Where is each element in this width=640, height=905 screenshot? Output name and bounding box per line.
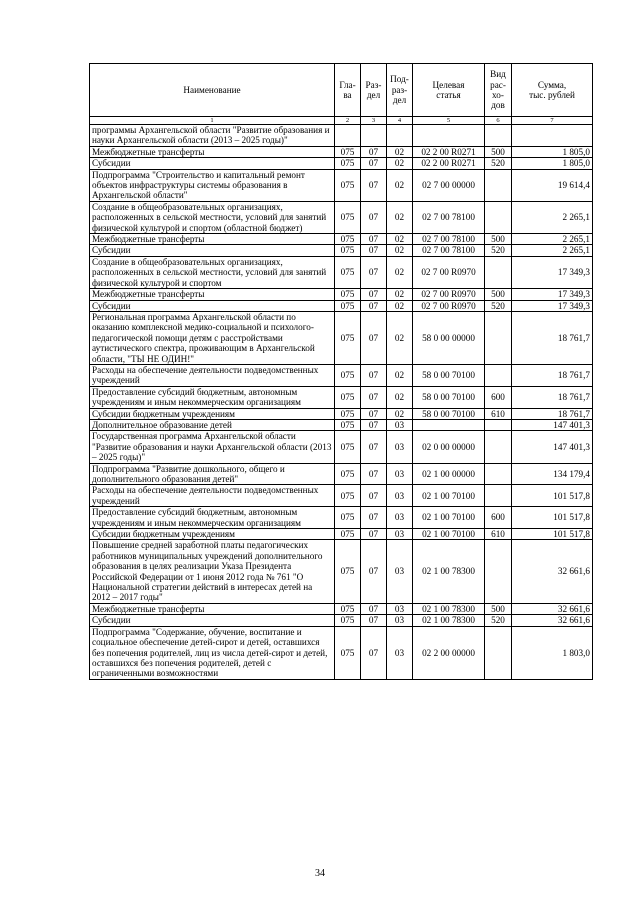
cell-celevaya-statya: 02 2 00 00000 (413, 626, 485, 679)
header-celevaya-statya: Целевая статья (413, 64, 485, 117)
budget-table-sheet (89, 63, 592, 680)
cell-glava: 075 (335, 256, 361, 288)
cell-vid-raskhodov: 520 (485, 158, 512, 169)
cell-vid-raskhodov: 610 (485, 529, 512, 540)
column-number: 2 (335, 117, 361, 125)
table-row (90, 463, 593, 485)
cell-podrazdel: 02 (387, 311, 413, 364)
cell-podrazdel: 03 (387, 603, 413, 614)
cell-vid-raskhodov (485, 626, 512, 679)
table-row (90, 311, 593, 364)
cell-podrazdel: 02 (387, 146, 413, 157)
cell-vid-raskhodov (485, 364, 512, 386)
cell-podrazdel: 03 (387, 626, 413, 679)
header-summa: Сумма, тыс. рублей (512, 64, 593, 117)
cell-celevaya-statya: 02 7 00 R0970 (413, 300, 485, 311)
table-row (90, 408, 593, 419)
cell-name: Государственная программа Архангельской области "Развитие образования и науки Архангельской области (2013 – 2025 годы)" (90, 431, 335, 463)
cell-vid-raskhodov (485, 311, 512, 364)
cell-celevaya-statya: 02 1 00 70100 (413, 529, 485, 540)
cell-podrazdel: 03 (387, 463, 413, 485)
cell-razdel: 07 (361, 485, 387, 507)
cell-celevaya-statya: 02 1 00 78300 (413, 540, 485, 603)
table-row (90, 125, 593, 147)
cell-vid-raskhodov: 520 (485, 615, 512, 626)
cell-glava: 075 (335, 507, 361, 529)
cell-razdel: 07 (361, 289, 387, 300)
cell-celevaya-statya: 02 1 00 78300 (413, 603, 485, 614)
cell-podrazdel: 03 (387, 615, 413, 626)
cell-glava: 075 (335, 529, 361, 540)
cell-glava: 075 (335, 626, 361, 679)
cell-razdel: 07 (361, 419, 387, 430)
column-number-row (90, 117, 593, 125)
cell-celevaya-statya: 02 0 00 00000 (413, 431, 485, 463)
cell-summa: 18 761,7 (512, 311, 593, 364)
page-number: 34 (315, 868, 325, 879)
cell-summa: 17 349,3 (512, 300, 593, 311)
cell-summa: 2 265,1 (512, 234, 593, 245)
cell-vid-raskhodov (485, 419, 512, 430)
cell-celevaya-statya: 02 1 00 70100 (413, 485, 485, 507)
column-number: 5 (413, 117, 485, 125)
cell-name: Расходы на обеспечение деятельности подведомственных учреждений (90, 364, 335, 386)
cell-glava: 075 (335, 158, 361, 169)
cell-podrazdel: 03 (387, 485, 413, 507)
cell-name: Предоставление субсидий бюджетным, автономным учреждениям и иным некоммерческим организациям (90, 507, 335, 529)
cell-razdel: 07 (361, 256, 387, 288)
cell-vid-raskhodov (485, 463, 512, 485)
cell-vid-raskhodov: 520 (485, 245, 512, 256)
cell-summa: 17 349,3 (512, 289, 593, 300)
cell-name: Субсидии бюджетным учреждениям (90, 529, 335, 540)
cell-vid-raskhodov (485, 201, 512, 233)
cell-name: Субсидии бюджетным учреждениям (90, 408, 335, 419)
cell-razdel: 07 (361, 431, 387, 463)
header-name: Наименование (90, 64, 335, 117)
cell-summa (512, 125, 593, 147)
cell-name: Межбюджетные трансферты (90, 603, 335, 614)
cell-podrazdel: 02 (387, 201, 413, 233)
cell-razdel (361, 125, 387, 147)
cell-glava: 075 (335, 615, 361, 626)
cell-name: Предоставление субсидий бюджетным, автономным учреждениям и иным некоммерческим организациям (90, 386, 335, 408)
cell-summa: 2 265,1 (512, 201, 593, 233)
cell-celevaya-statya: 02 7 00 78100 (413, 245, 485, 256)
table-row (90, 234, 593, 245)
cell-razdel: 07 (361, 540, 387, 603)
cell-podrazdel: 02 (387, 256, 413, 288)
cell-glava: 075 (335, 169, 361, 201)
cell-celevaya-statya (413, 125, 485, 147)
table-row (90, 419, 593, 430)
cell-vid-raskhodov (485, 540, 512, 603)
cell-podrazdel: 02 (387, 169, 413, 201)
cell-celevaya-statya: 58 0 00 70100 (413, 408, 485, 419)
table-row (90, 485, 593, 507)
cell-name: Подпрограмма "Развитие дошкольного, общего и дополнительного образования детей" (90, 463, 335, 485)
cell-celevaya-statya: 58 0 00 00000 (413, 311, 485, 364)
column-number: 3 (361, 117, 387, 125)
column-number: 4 (387, 117, 413, 125)
cell-podrazdel: 02 (387, 158, 413, 169)
cell-razdel: 07 (361, 408, 387, 419)
column-number: 7 (512, 117, 593, 125)
cell-glava: 075 (335, 485, 361, 507)
cell-razdel: 07 (361, 158, 387, 169)
table-row (90, 158, 593, 169)
cell-summa: 32 661,6 (512, 540, 593, 603)
cell-razdel: 07 (361, 386, 387, 408)
cell-glava: 075 (335, 386, 361, 408)
table-row (90, 289, 593, 300)
cell-podrazdel: 02 (387, 300, 413, 311)
cell-glava: 075 (335, 234, 361, 245)
cell-razdel: 07 (361, 146, 387, 157)
cell-name: Субсидии (90, 245, 335, 256)
cell-razdel: 07 (361, 603, 387, 614)
header-razdel: Раз- дел (361, 64, 387, 117)
cell-razdel: 07 (361, 463, 387, 485)
cell-name: Повышение средней заработной платы педагогических работников муниципальных учреждений дополнительного образования в целях реализации Указа Президента Российской Федерации от 1 июня 2012 года № 761 "О Национальной стратегии действий в интересах детей на 2012 – 2017 годы" (90, 540, 335, 603)
cell-podrazdel: 02 (387, 245, 413, 256)
cell-name: Субсидии (90, 615, 335, 626)
column-number: 6 (485, 117, 512, 125)
cell-vid-raskhodov (485, 169, 512, 201)
cell-razdel: 07 (361, 245, 387, 256)
cell-razdel: 07 (361, 626, 387, 679)
cell-summa: 32 661,6 (512, 603, 593, 614)
cell-summa: 1 805,0 (512, 158, 593, 169)
cell-vid-raskhodov (485, 485, 512, 507)
table-row (90, 201, 593, 233)
cell-name: Межбюджетные трансферты (90, 146, 335, 157)
cell-name: Подпрограмма "Строительство и капитальный ремонт объектов инфраструктуры системы образования в Архангельской области" (90, 169, 335, 201)
cell-celevaya-statya: 58 0 00 70100 (413, 364, 485, 386)
cell-vid-raskhodov: 520 (485, 300, 512, 311)
cell-glava (335, 125, 361, 147)
cell-name: программы Архангельской области "Развитие образования и науки Архангельской области (2013 – 2025 годы)" (90, 125, 335, 147)
cell-summa: 147 401,3 (512, 419, 593, 430)
cell-vid-raskhodov: 500 (485, 146, 512, 157)
cell-summa: 101 517,8 (512, 529, 593, 540)
cell-vid-raskhodov: 600 (485, 507, 512, 529)
cell-glava: 075 (335, 311, 361, 364)
cell-summa: 18 761,7 (512, 364, 593, 386)
table-row (90, 364, 593, 386)
cell-glava: 075 (335, 146, 361, 157)
cell-razdel: 07 (361, 300, 387, 311)
header-podrazdel: Под- раз- дел (387, 64, 413, 117)
cell-podrazdel: 03 (387, 507, 413, 529)
table-row (90, 245, 593, 256)
cell-name: Межбюджетные трансферты (90, 234, 335, 245)
cell-name: Подпрограмма "Содержание, обучение, воспитание и социальное обеспечение детей-сирот и детей, оставшихся без попечения родителей, лиц из числа детей-сирот и детей, оставшихся без попечения родителей, детей с ограниченными возможностями (90, 626, 335, 679)
cell-vid-raskhodov: 500 (485, 234, 512, 245)
cell-name: Дополнительное образование детей (90, 419, 335, 430)
cell-glava: 075 (335, 245, 361, 256)
cell-glava: 075 (335, 603, 361, 614)
cell-glava: 075 (335, 300, 361, 311)
cell-razdel: 07 (361, 234, 387, 245)
cell-vid-raskhodov (485, 125, 512, 147)
cell-name: Создание в общеобразовательных организациях, расположенных в сельской местности, условий для занятий физической культурой и спортом (областной бюджет) (90, 201, 335, 233)
cell-razdel: 07 (361, 364, 387, 386)
cell-podrazdel: 03 (387, 529, 413, 540)
cell-razdel: 07 (361, 615, 387, 626)
cell-glava: 075 (335, 463, 361, 485)
cell-celevaya-statya (413, 419, 485, 430)
cell-celevaya-statya: 02 2 00 R0271 (413, 158, 485, 169)
cell-celevaya-statya: 02 7 00 00000 (413, 169, 485, 201)
table-row (90, 615, 593, 626)
cell-vid-raskhodov (485, 431, 512, 463)
table-body (90, 125, 593, 680)
cell-celevaya-statya: 02 1 00 78300 (413, 615, 485, 626)
table-row (90, 256, 593, 288)
cell-summa: 1 805,0 (512, 146, 593, 157)
cell-celevaya-statya: 02 7 00 R0970 (413, 256, 485, 288)
cell-name: Создание в общеобразовательных организациях, расположенных в сельской местности, условий для занятий физической культурой и спортом (90, 256, 335, 288)
cell-celevaya-statya: 02 1 00 70100 (413, 507, 485, 529)
cell-summa: 147 401,3 (512, 431, 593, 463)
cell-podrazdel: 02 (387, 234, 413, 245)
cell-glava: 075 (335, 201, 361, 233)
cell-name: Межбюджетные трансферты (90, 289, 335, 300)
column-number: 1 (90, 117, 335, 125)
cell-summa: 32 661,6 (512, 615, 593, 626)
cell-name: Субсидии (90, 300, 335, 311)
cell-name: Субсидии (90, 158, 335, 169)
cell-summa: 17 349,3 (512, 256, 593, 288)
cell-vid-raskhodov: 500 (485, 603, 512, 614)
cell-celevaya-statya: 02 2 00 R0271 (413, 146, 485, 157)
cell-glava: 075 (335, 289, 361, 300)
cell-podrazdel: 03 (387, 431, 413, 463)
table-row (90, 529, 593, 540)
cell-summa: 101 517,8 (512, 485, 593, 507)
table-row (90, 169, 593, 201)
cell-vid-raskhodov: 600 (485, 386, 512, 408)
cell-summa: 18 761,7 (512, 408, 593, 419)
cell-podrazdel: 03 (387, 419, 413, 430)
cell-razdel: 07 (361, 169, 387, 201)
header-vid-raskhodov: Вид рас- хо- дов (485, 64, 512, 117)
table-row (90, 386, 593, 408)
cell-razdel: 07 (361, 201, 387, 233)
cell-glava: 075 (335, 364, 361, 386)
budget-table (89, 63, 593, 680)
cell-summa: 101 517,8 (512, 507, 593, 529)
header-glava: Гла- ва (335, 64, 361, 117)
cell-summa: 1 803,0 (512, 626, 593, 679)
cell-podrazdel: 02 (387, 386, 413, 408)
cell-summa: 19 614,4 (512, 169, 593, 201)
table-row (90, 626, 593, 679)
cell-podrazdel: 03 (387, 540, 413, 603)
cell-podrazdel: 02 (387, 289, 413, 300)
table-row (90, 146, 593, 157)
cell-celevaya-statya: 02 7 00 78100 (413, 201, 485, 233)
cell-razdel: 07 (361, 529, 387, 540)
cell-celevaya-statya: 02 7 00 78100 (413, 234, 485, 245)
table-row (90, 603, 593, 614)
cell-summa: 2 265,1 (512, 245, 593, 256)
cell-podrazdel: 02 (387, 408, 413, 419)
cell-name: Расходы на обеспечение деятельности подведомственных учреждений (90, 485, 335, 507)
cell-razdel: 07 (361, 507, 387, 529)
cell-celevaya-statya: 02 1 00 00000 (413, 463, 485, 485)
table-row (90, 540, 593, 603)
cell-summa: 134 179,4 (512, 463, 593, 485)
cell-glava: 075 (335, 431, 361, 463)
cell-glava: 075 (335, 540, 361, 603)
cell-summa: 18 761,7 (512, 386, 593, 408)
cell-vid-raskhodov (485, 256, 512, 288)
cell-celevaya-statya: 02 7 00 R0970 (413, 289, 485, 300)
cell-celevaya-statya: 58 0 00 70100 (413, 386, 485, 408)
cell-name: Региональная программа Архангельской области по оказанию комплексной медико-социальной и психолого-педагогической помощи детям с расстройствами аутистического спектра, проживающим в Архангельской области, "ТЫ НЕ ОДИН!" (90, 311, 335, 364)
cell-podrazdel (387, 125, 413, 147)
cell-podrazdel: 02 (387, 364, 413, 386)
cell-glava: 075 (335, 419, 361, 430)
cell-glava: 075 (335, 408, 361, 419)
cell-vid-raskhodov: 500 (485, 289, 512, 300)
table-row (90, 507, 593, 529)
table-row (90, 300, 593, 311)
table-row (90, 431, 593, 463)
cell-vid-raskhodov: 610 (485, 408, 512, 419)
cell-razdel: 07 (361, 311, 387, 364)
table-header-row (90, 64, 593, 117)
